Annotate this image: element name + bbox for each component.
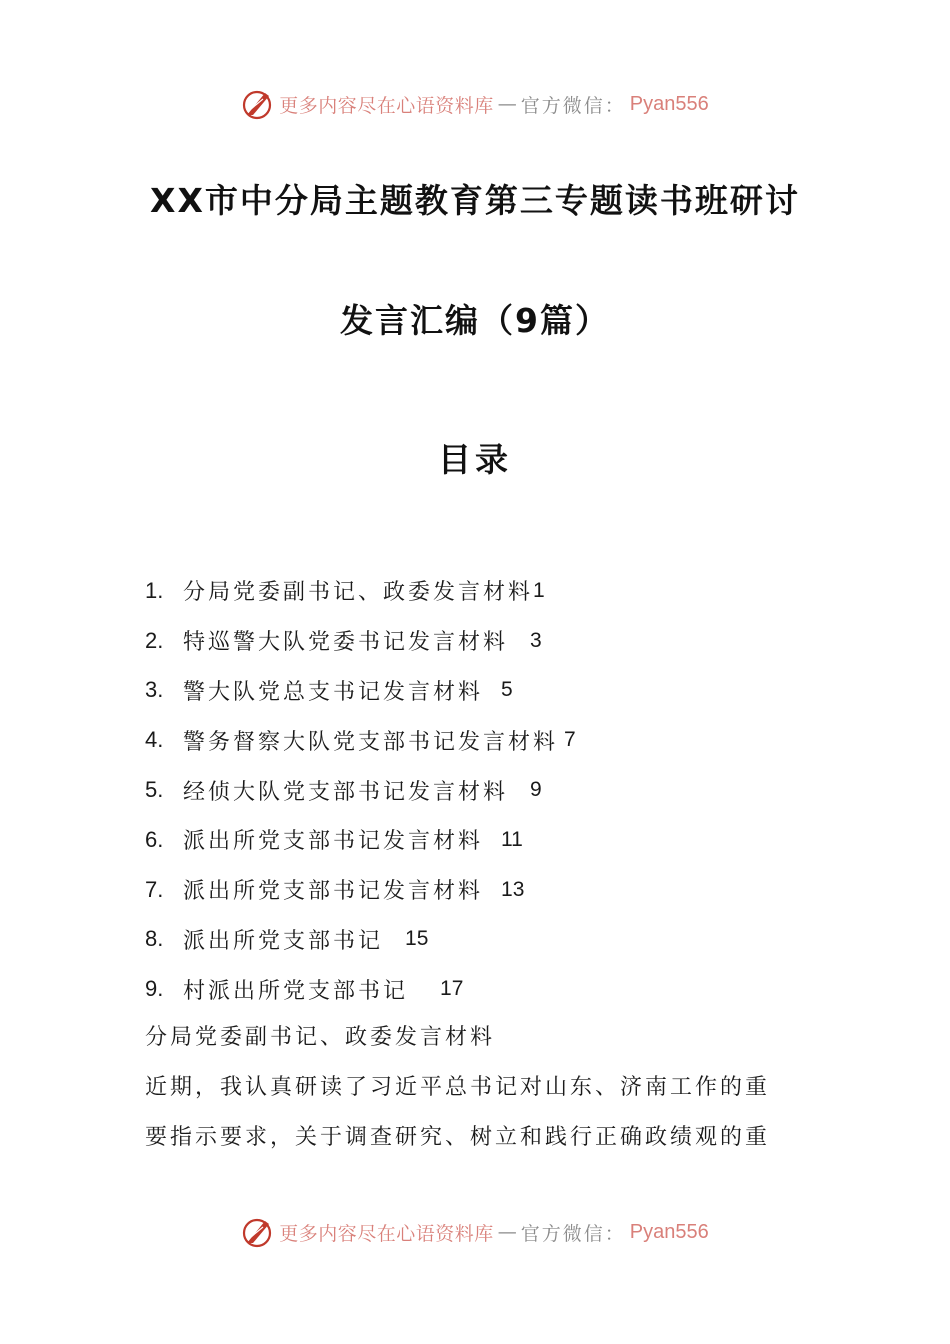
watermark-wechat-id: Pyan556 — [629, 1220, 709, 1243]
table-of-contents — [145, 566, 845, 1014]
toc-item-page: 17 — [440, 977, 464, 1001]
toc-item-number: 9. — [145, 976, 164, 1002]
toc-item-page: 13 — [501, 877, 525, 901]
toc-item-page: 11 — [501, 827, 523, 851]
toc-item-number: 5. — [145, 777, 164, 803]
toc-item[interactable] — [145, 765, 845, 815]
toc-item[interactable] — [145, 865, 845, 915]
toc-item-page: 7 — [564, 728, 576, 752]
toc-item-title: 派出所党支部书记发言材料 — [183, 879, 484, 905]
watermark-wechat-id: Pyan556 — [629, 92, 709, 115]
watermark-footer — [0, 1212, 950, 1252]
toc-item[interactable] — [145, 964, 845, 1014]
toc-item-page: 9 — [530, 778, 542, 802]
watermark-separator: — — [497, 93, 517, 115]
toc-item-page: 1 — [533, 578, 545, 602]
toc-item-title: 特巡警大队党委书记发言材料 — [183, 630, 509, 656]
document-title-line1: XX市中分局主题教育第三专题读书班研讨 — [150, 181, 800, 220]
quill-logo-icon — [241, 1215, 275, 1249]
toc-heading: 目录 — [438, 440, 512, 479]
toc-item-title: 经侦大队党支部书记发言材料 — [183, 779, 509, 805]
quill-logo-icon — [241, 87, 275, 121]
watermark-brand-text: 更多内容尽在心语资料库 — [279, 94, 494, 117]
watermark-wechat-label: 官方微信： — [520, 94, 626, 117]
watermark-separator: — — [497, 1221, 517, 1243]
toc-item-page: 15 — [405, 927, 429, 951]
watermark-header — [0, 84, 950, 124]
toc-item-title: 派出所党支部书记 — [183, 928, 384, 954]
document-title-line2: 发言汇编（9篇） — [340, 301, 610, 340]
toc-item-number: 7. — [145, 876, 164, 902]
toc-item[interactable] — [145, 915, 845, 965]
toc-item-number: 2. — [145, 627, 164, 653]
toc-item-number: 8. — [145, 926, 164, 952]
watermark-wechat-label: 官方微信： — [520, 1222, 626, 1245]
toc-item-title: 村派出所党支部书记 — [183, 978, 409, 1004]
toc-item-title: 派出所党支部书记发言材料 — [183, 829, 484, 855]
toc-item[interactable] — [145, 616, 845, 666]
toc-item-number: 6. — [145, 826, 164, 852]
toc-item-number: 1. — [145, 577, 164, 603]
toc-item-page: 5 — [501, 678, 513, 702]
paragraph-line: 近期，我认真研读了习近平总书记对山东、济南工作的重 — [145, 1075, 771, 1100]
toc-item-title: 分局党委副书记、政委发言材料 — [183, 580, 534, 606]
toc-item[interactable] — [145, 715, 845, 765]
watermark-brand-text: 更多内容尽在心语资料库 — [279, 1222, 494, 1245]
section-heading: 分局党委副书记、政委发言材料 — [145, 1025, 496, 1050]
toc-item-number: 4. — [145, 727, 164, 753]
toc-item-title: 警务督察大队党支部书记发言材料 — [183, 729, 559, 755]
toc-item[interactable] — [145, 666, 845, 716]
toc-item-title: 警大队党总支书记发言材料 — [183, 679, 484, 705]
toc-item-number: 3. — [145, 677, 164, 703]
toc-item[interactable] — [145, 815, 845, 865]
toc-item-page: 3 — [530, 628, 542, 652]
toc-item[interactable] — [145, 566, 845, 616]
paragraph-line: 要指示要求，关于调查研究、树立和践行正确政绩观的重 — [145, 1125, 771, 1150]
